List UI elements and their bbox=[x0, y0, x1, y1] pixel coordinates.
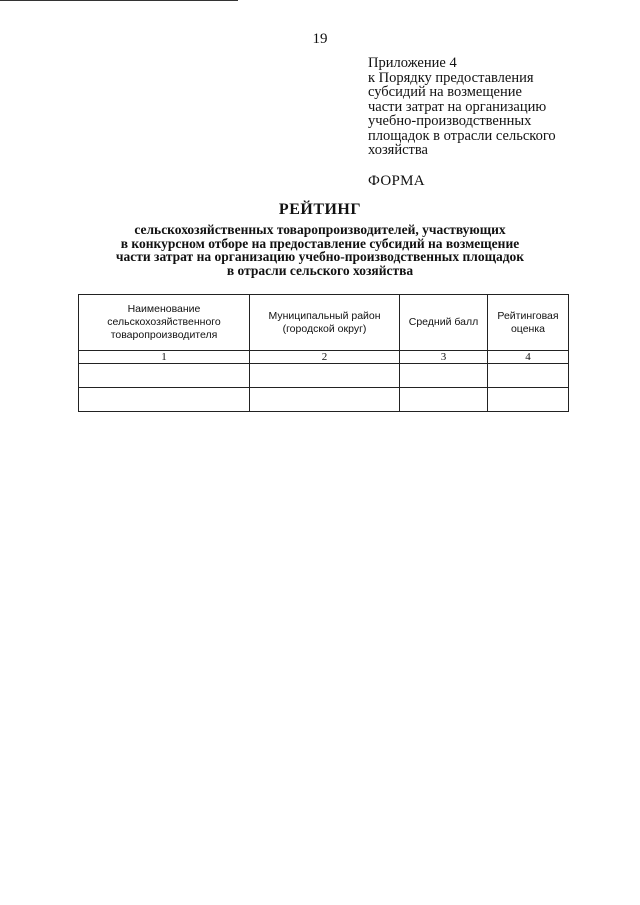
top-rule bbox=[0, 0, 238, 1]
table-cell bbox=[79, 364, 250, 388]
header-average-score: Средний балл bbox=[400, 295, 488, 351]
table-cell bbox=[250, 388, 400, 412]
form-label: ФОРМА bbox=[368, 173, 425, 189]
appendix-line: Приложение 4 bbox=[368, 55, 457, 71]
column-number-row bbox=[79, 351, 569, 364]
header-producer-name: Наименование сельскохозяйственного товаропроизводителя bbox=[79, 295, 250, 351]
header-rating-score: Рейтинговая оценка bbox=[488, 295, 569, 351]
table-cell bbox=[488, 388, 569, 412]
column-number: 4 bbox=[488, 351, 569, 364]
table-row bbox=[79, 388, 569, 412]
appendix-line: субсидий на возмещение bbox=[368, 84, 522, 100]
subtitle-line: части затрат на организацию учебно-производственных площадок bbox=[115, 249, 525, 264]
table-header-row bbox=[79, 295, 569, 351]
table-cell bbox=[250, 364, 400, 388]
table-cell bbox=[400, 388, 488, 412]
subtitle-line: сельскохозяйственных товаропроизводителей, участвующих bbox=[134, 222, 506, 237]
appendix-line: площадок в отрасли сельского bbox=[368, 127, 556, 144]
column-number: 1 bbox=[79, 351, 250, 364]
document-title: РЕЙТИНГ bbox=[278, 201, 362, 218]
subtitle-line: в отрасли сельского хозяйства bbox=[226, 262, 414, 278]
appendix-line: хозяйства bbox=[368, 142, 428, 158]
column-number: 2 bbox=[250, 351, 400, 364]
rating-table bbox=[78, 294, 569, 412]
table-cell bbox=[79, 388, 250, 412]
table-cell bbox=[400, 364, 488, 388]
document-subtitle bbox=[0, 223, 640, 277]
table-cell bbox=[488, 364, 569, 388]
page-number: 19 bbox=[312, 31, 328, 47]
appendix-note bbox=[368, 56, 608, 158]
column-number: 3 bbox=[400, 351, 488, 364]
appendix-line: части затрат на организацию bbox=[368, 98, 547, 115]
appendix-line: к Порядку предоставления bbox=[368, 69, 534, 86]
table-row bbox=[79, 364, 569, 388]
header-municipal-district: Муниципальный район (городской округ) bbox=[250, 295, 400, 351]
appendix-line: учебно-производственных bbox=[368, 113, 532, 129]
subtitle-line: в конкурсном отборе на предоставление субсидий на возмещение bbox=[120, 235, 520, 251]
